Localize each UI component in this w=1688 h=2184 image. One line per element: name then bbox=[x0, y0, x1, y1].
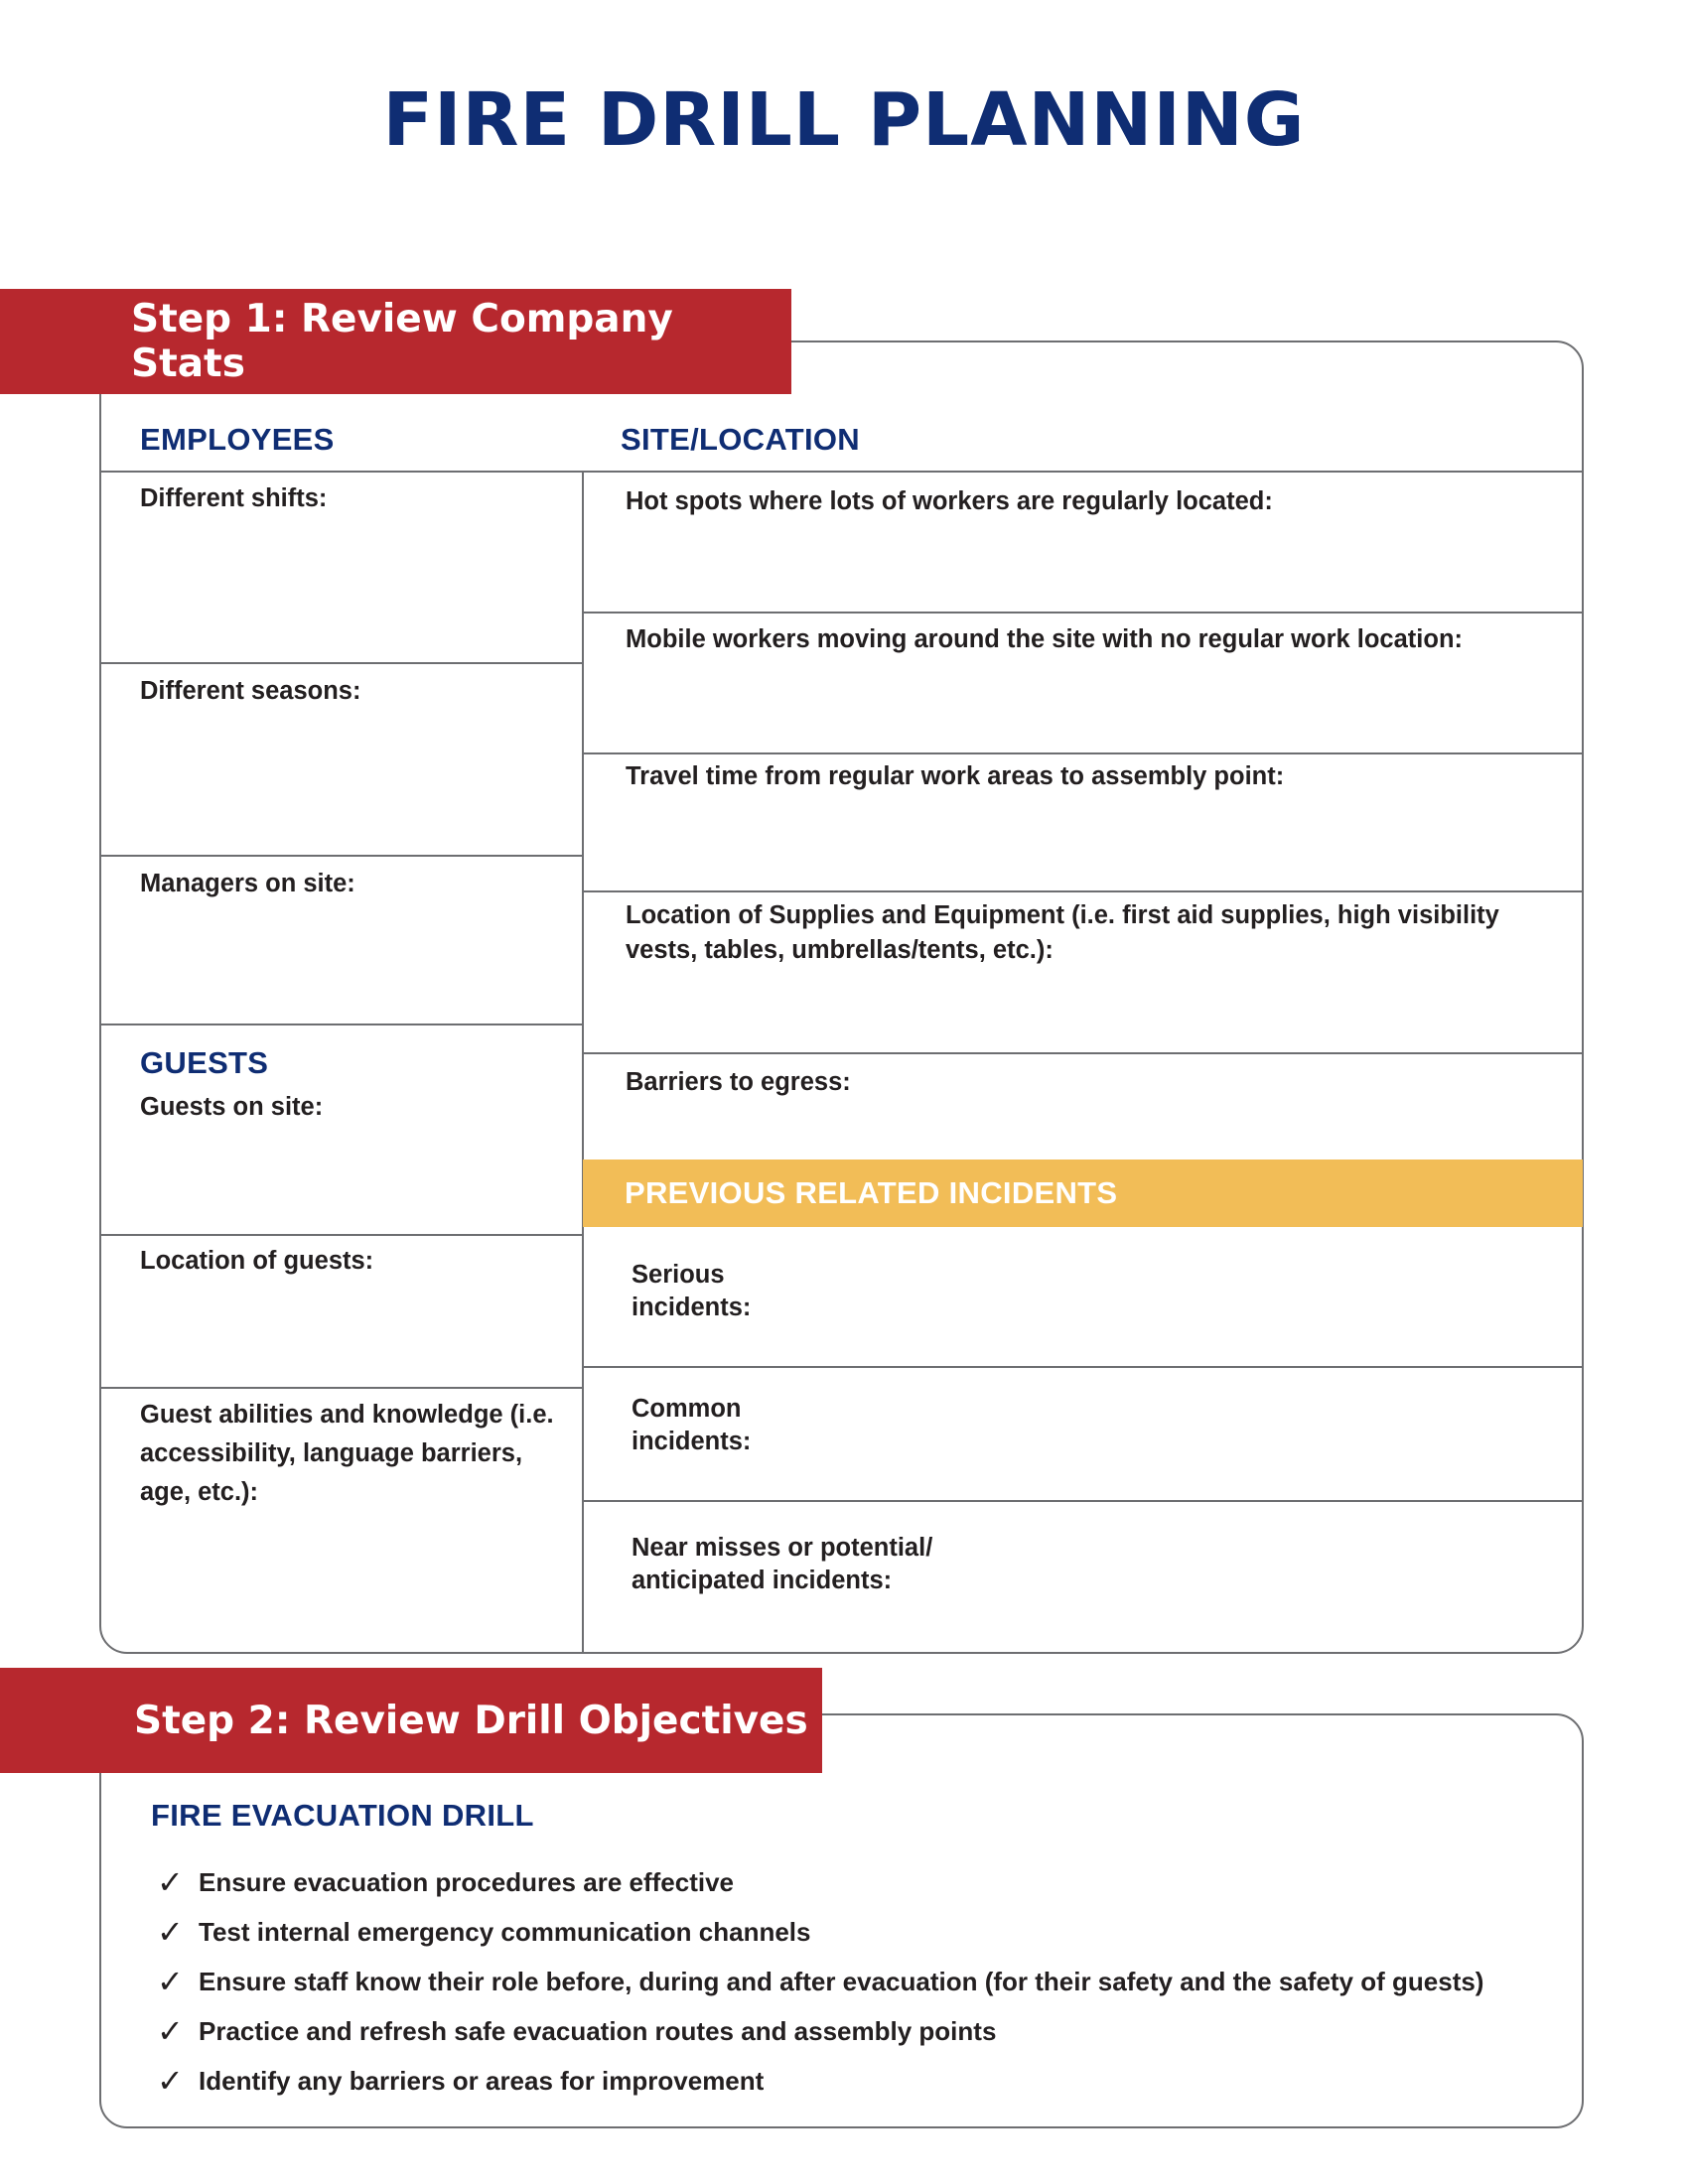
supplies-location-field[interactable]: Location of Supplies and Equipment (i.e. first aid supplies, high visibility vests, tables, umbrellas/tents, etc.): bbox=[626, 901, 1499, 964]
step1-banner: Step 1: Review Company Stats bbox=[0, 289, 791, 394]
hot-spots-field[interactable]: Hot spots where lots of workers are regularly located: bbox=[626, 487, 1273, 515]
row-divider bbox=[99, 1387, 583, 1389]
guests-heading: GUESTS bbox=[140, 1045, 269, 1080]
different-seasons-field[interactable]: Different seasons: bbox=[140, 677, 361, 705]
row-divider bbox=[99, 1234, 583, 1236]
row-divider bbox=[582, 1500, 1584, 1502]
travel-time-field[interactable]: Travel time from regular work areas to assembly point: bbox=[626, 762, 1285, 790]
row-divider bbox=[99, 662, 583, 664]
checkmark-icon: ✓ bbox=[157, 1963, 184, 2000]
row-divider bbox=[582, 752, 1584, 754]
list-item: ✓ Test internal emergency communication channels bbox=[157, 1913, 811, 1951]
barriers-to-egress-field[interactable]: Barriers to egress: bbox=[626, 1068, 851, 1096]
list-item: ✓ Ensure staff know their role before, during and after evacuation (for their safety and the safety of guests) bbox=[157, 1963, 1484, 2000]
row-divider bbox=[99, 1024, 583, 1025]
page-title: FIRE DRILL PLANNING bbox=[382, 77, 1306, 163]
serious-incidents-field[interactable]: Serious incidents: bbox=[632, 1261, 752, 1321]
different-shifts-field[interactable]: Different shifts: bbox=[140, 484, 328, 512]
checkmark-icon: ✓ bbox=[157, 2062, 184, 2100]
list-item: ✓ Practice and refresh safe evacuation routes and assembly points bbox=[157, 2012, 997, 2050]
common-incidents-field[interactable]: Common incidents: bbox=[632, 1395, 752, 1455]
row-divider bbox=[582, 1052, 1584, 1054]
checkmark-icon: ✓ bbox=[157, 1863, 184, 1901]
checkmark-icon: ✓ bbox=[157, 2012, 184, 2050]
site-location-heading: SITE/LOCATION bbox=[621, 422, 860, 457]
employees-heading: EMPLOYEES bbox=[140, 422, 335, 457]
row-divider bbox=[99, 855, 583, 857]
row-divider bbox=[582, 890, 1584, 892]
row-divider bbox=[582, 612, 1584, 614]
guests-on-site-field[interactable]: Guests on site: bbox=[140, 1093, 324, 1121]
row-divider bbox=[582, 1366, 1584, 1368]
location-of-guests-field[interactable]: Location of guests: bbox=[140, 1247, 374, 1275]
near-misses-field[interactable]: Near misses or potential/ anticipated incidents: bbox=[632, 1534, 933, 1594]
managers-on-site-field[interactable]: Managers on site: bbox=[140, 870, 355, 897]
checkmark-icon: ✓ bbox=[157, 1913, 184, 1951]
header-divider bbox=[99, 471, 1584, 473]
step2-banner: Step 2: Review Drill Objectives bbox=[0, 1668, 822, 1773]
mobile-workers-field[interactable]: Mobile workers moving around the site with no regular work location: bbox=[626, 625, 1464, 653]
list-item: ✓ Ensure evacuation procedures are effective bbox=[157, 1863, 735, 1901]
fire-evacuation-drill-heading: FIRE EVACUATION DRILL bbox=[151, 1798, 534, 1833]
list-item: ✓ Identify any barriers or areas for improvement bbox=[157, 2062, 765, 2100]
column-divider bbox=[582, 471, 584, 1653]
previous-incidents-heading: PREVIOUS RELATED INCIDENTS bbox=[583, 1160, 1583, 1227]
guest-abilities-field[interactable]: Guest abilities and knowledge (i.e. accessibility, language barriers, age, etc.): bbox=[140, 1401, 554, 1506]
objectives-list bbox=[157, 1857, 1483, 2106]
